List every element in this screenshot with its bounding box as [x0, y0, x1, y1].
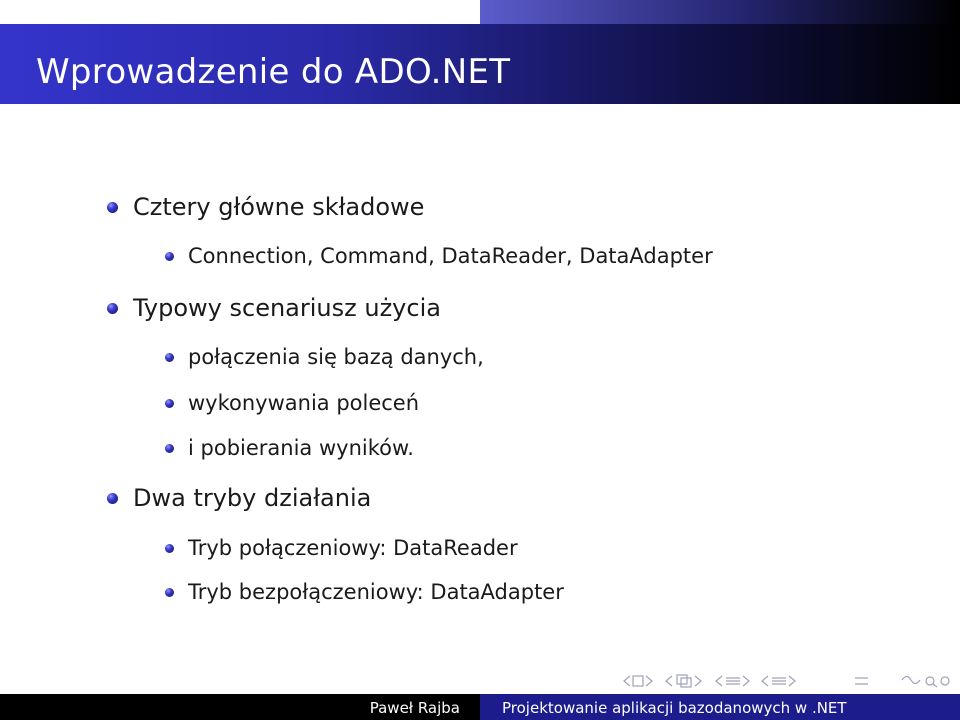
footer-author-box — [0, 694, 480, 720]
list-subitem-classes — [165, 244, 713, 268]
ball-bullet-icon — [165, 399, 174, 408]
list-subitem-connected — [165, 536, 518, 560]
footer-title: Projektowanie aplikacji bazodanowych w .NET — [502, 699, 847, 717]
list-subitem-execute — [165, 391, 419, 415]
ball-bullet-icon — [165, 353, 174, 362]
header-bar-left — [0, 0, 480, 24]
list-item-text: Cztery główne składowe — [133, 193, 425, 221]
search-icon[interactable] — [902, 677, 949, 688]
list-subitem-connect — [165, 345, 484, 369]
navigation-symbols — [600, 672, 960, 690]
list-subitem-fetch — [165, 436, 414, 460]
list-item-text: Connection, Command, DataReader, DataAdapter — [188, 244, 713, 268]
list-item-text: i pobierania wyników. — [188, 436, 414, 460]
ball-bullet-icon — [165, 444, 174, 453]
ball-bullet-icon — [165, 252, 174, 261]
list-item-text: Tryb połączeniowy: DataReader — [188, 536, 518, 560]
header-bar — [0, 0, 960, 24]
ball-bullet-icon — [165, 588, 174, 597]
footer-author: Paweł Rajba — [369, 699, 460, 717]
footer — [0, 694, 960, 720]
ball-bullet-icon — [107, 493, 118, 504]
list-item-text: Typowy scenariusz użycia — [133, 294, 441, 322]
align-icon[interactable] — [855, 678, 868, 684]
list-item-modes — [107, 484, 371, 512]
frame-next-icon[interactable] — [666, 675, 701, 687]
footer-title-box — [480, 694, 960, 720]
list-item-text: połączenia się bazą danych, — [188, 345, 484, 369]
list-item-components — [107, 193, 424, 221]
list-item-text: Tryb bezpołączeniowy: DataAdapter — [188, 580, 564, 604]
section-prev-icon[interactable] — [762, 676, 795, 686]
frame-title: Wprowadzenie do ADO.NET — [36, 52, 511, 92]
list-subitem-disconnected — [165, 580, 564, 604]
frame-prev-icon[interactable] — [624, 676, 652, 686]
header-bar-right — [480, 0, 960, 24]
ball-bullet-icon — [165, 544, 174, 553]
list-item-scenario — [107, 294, 441, 322]
list-item-text: Dwa tryby działania — [133, 484, 372, 512]
ball-bullet-icon — [107, 303, 118, 314]
ball-bullet-icon — [107, 202, 118, 213]
list-item-text: wykonywania poleceń — [188, 391, 420, 415]
subsection-prev-icon[interactable] — [716, 676, 749, 686]
